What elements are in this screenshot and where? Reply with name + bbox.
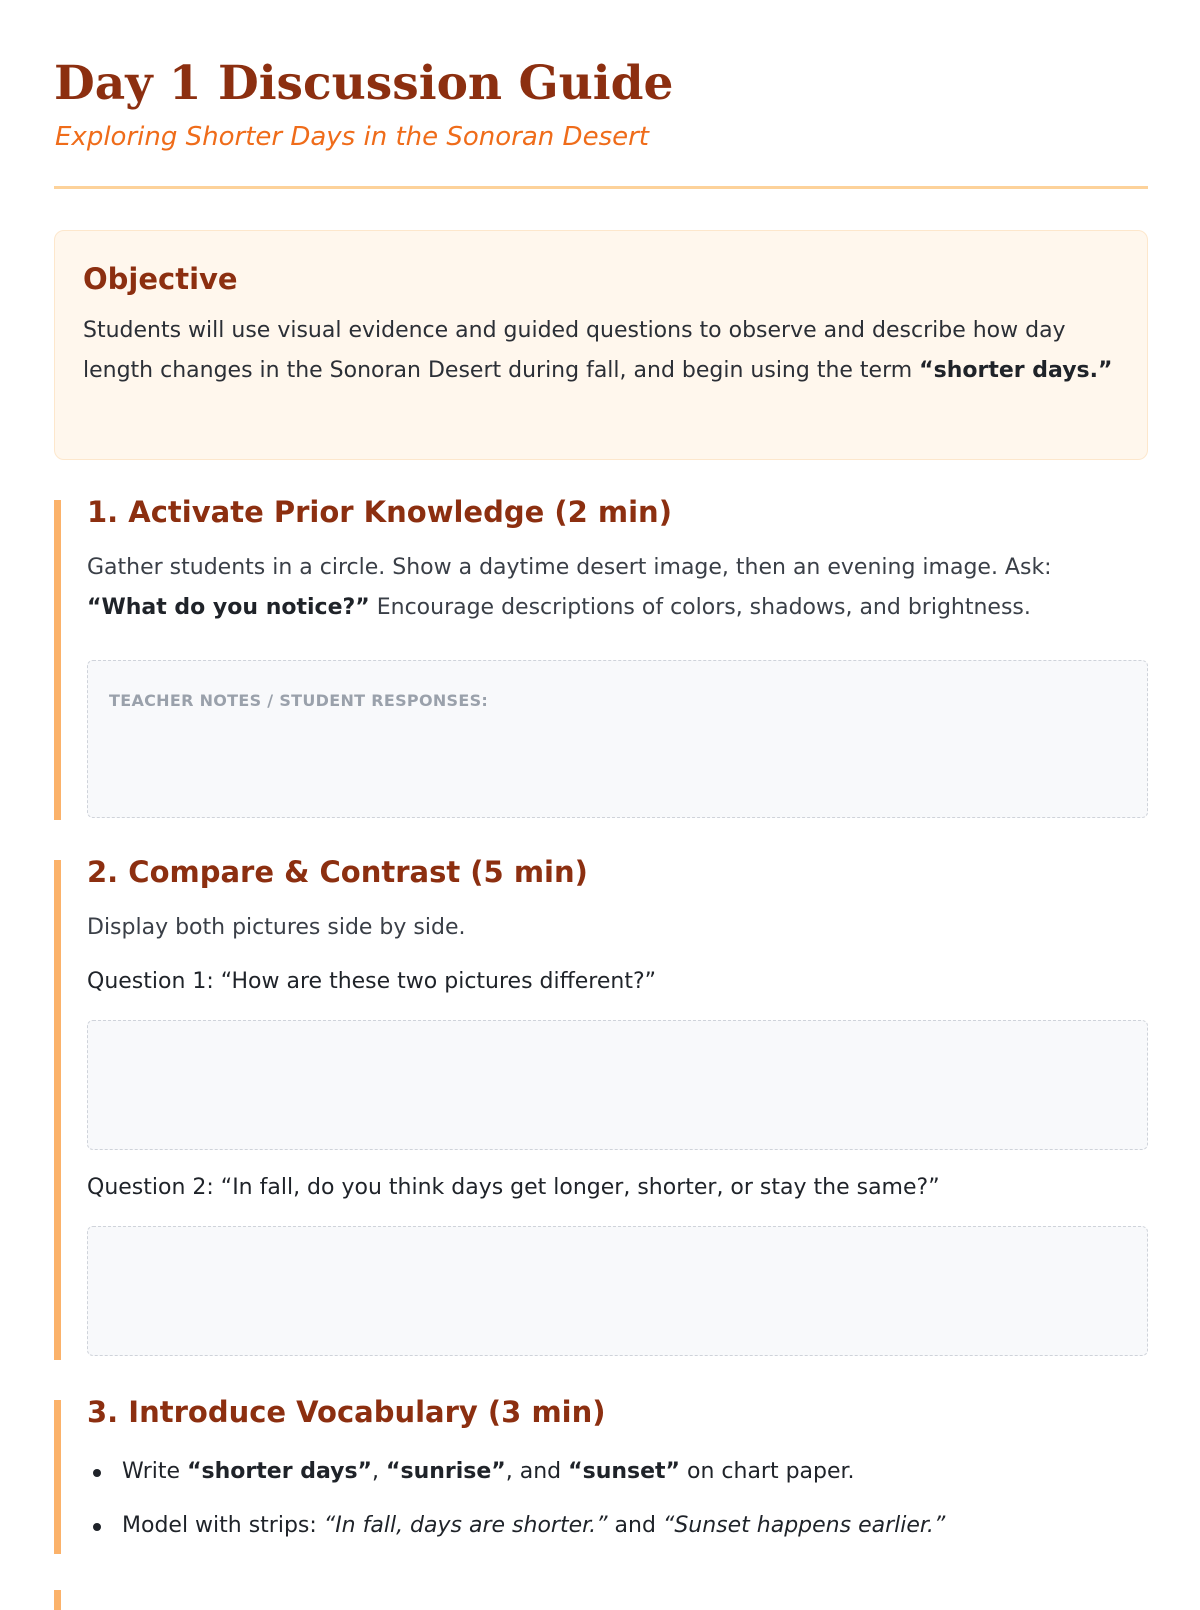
strip-quote-1: “In fall, days are shorter.” <box>323 1513 608 1538</box>
section-1-text <box>87 548 1137 628</box>
section-introduce-vocabulary <box>54 1395 1155 1554</box>
section-1-text-body: Gather students in a circle. Show a daytime desert image, then an evening image. Ask: <box>87 555 1052 580</box>
vocabulary-list <box>87 1456 945 1564</box>
bullet-1-prefix: Write <box>122 1459 188 1484</box>
teacher-notes-box[interactable] <box>87 660 1148 818</box>
vocabulary-bullet-model-strips <box>87 1510 945 1542</box>
strip-quote-2: “Sunset happens earlier.” <box>662 1513 946 1538</box>
section-2-heading: 2. Compare & Contrast (5 min) <box>87 855 588 889</box>
header-divider <box>54 186 1148 189</box>
term-shorter-days: “shorter days” <box>187 1459 373 1484</box>
objective-text-body: Students will use visual evidence and guided questions to observe and describe how day length changes in the Sonoran Desert during fall, and begin using the term <box>83 318 1066 383</box>
section-2-intro: Display both pictures side by side. <box>87 915 466 940</box>
section-compare-contrast <box>54 855 1155 1360</box>
objective-text <box>83 311 1113 391</box>
question-1-response-box[interactable] <box>87 1020 1148 1150</box>
vocabulary-bullet-chart-paper <box>87 1456 945 1488</box>
section-1-heading: 1. Activate Prior Knowledge (2 min) <box>87 495 672 529</box>
section-1-text-tail: Encourage descriptions of colors, shadows, and brightness. <box>369 595 1031 620</box>
term-sunset: “sunset” <box>568 1459 681 1484</box>
objective-box <box>54 230 1148 460</box>
section-activate-prior-knowledge <box>54 495 1155 820</box>
bullet-1-suffix: on chart paper. <box>680 1459 855 1484</box>
section-next-partial <box>54 1590 1155 1610</box>
term-sunrise: “sunrise” <box>386 1459 506 1484</box>
section-1-question: “What do you notice?” <box>87 595 370 620</box>
page-title: Day 1 Discussion Guide <box>54 56 674 111</box>
objective-heading: Objective <box>83 262 238 296</box>
bullet-2-middle: and <box>607 1513 663 1538</box>
teacher-notes-label: TEACHER NOTES / STUDENT RESPONSES: <box>109 691 489 710</box>
section-3-heading: 3. Introduce Vocabulary (3 min) <box>87 1395 606 1429</box>
bullet-2-prefix: Model with strips: <box>122 1513 324 1538</box>
bullet-1-sep-2: , and <box>505 1459 569 1484</box>
question-2: Question 2: “In fall, do you think days get longer, shorter, or stay the same?” <box>87 1175 940 1200</box>
objective-term: “shorter days.” <box>919 358 1113 383</box>
question-2-response-box[interactable] <box>87 1226 1148 1356</box>
bullet-1-sep-1: , <box>372 1459 387 1484</box>
page-subtitle: Exploring Shorter Days in the Sonoran Desert <box>55 122 649 152</box>
question-1: Question 1: “How are these two pictures different?” <box>87 969 657 994</box>
